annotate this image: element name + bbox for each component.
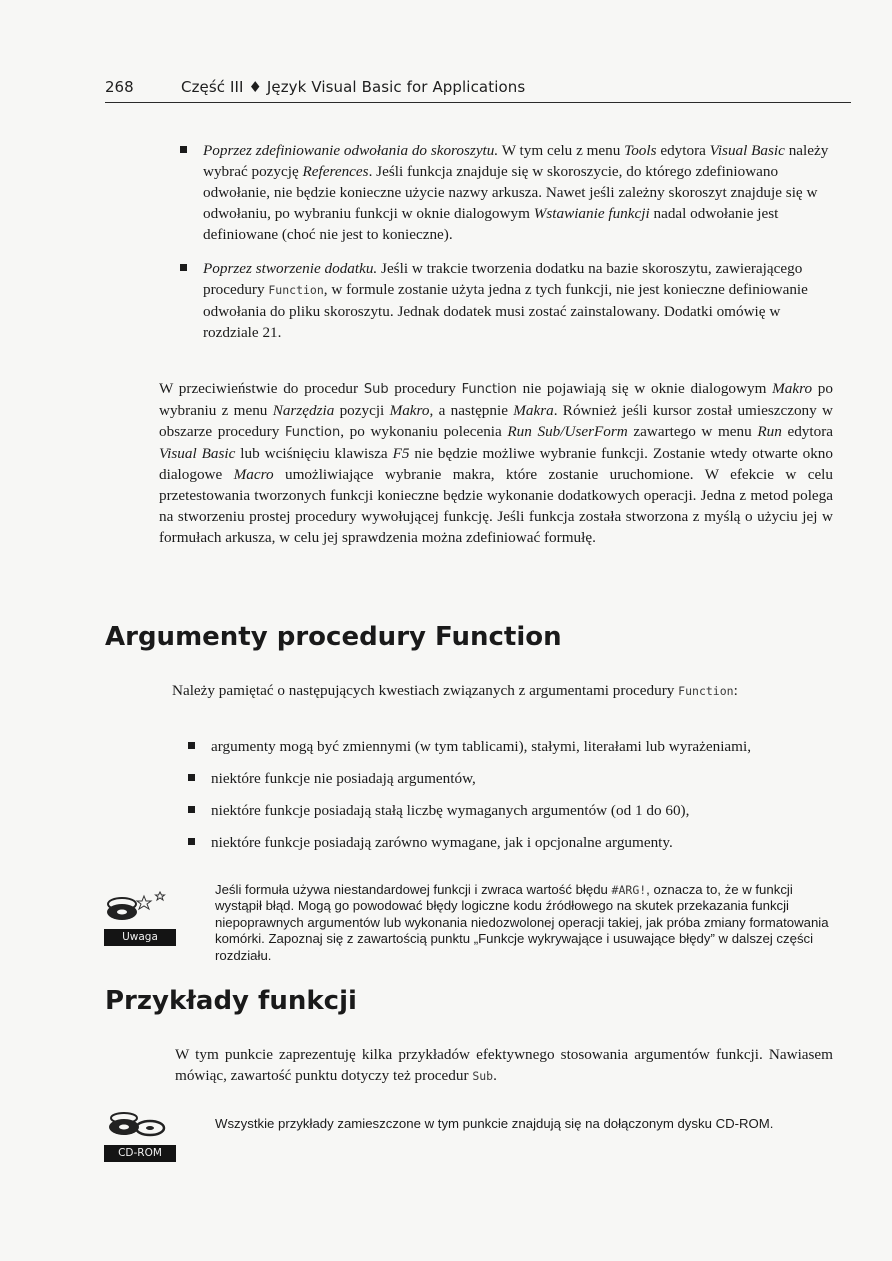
running-header [105,74,851,103]
bullet-square-icon [180,146,187,153]
cd-rom-icon [104,1104,176,1162]
bullet-square-icon [188,774,195,781]
note-label: CD-ROM [104,1145,176,1162]
chapter-title: Część III ♦ Język Visual Basic for Applications [181,78,526,96]
arguments-list [211,736,826,864]
examples-intro: W tym punkcie zaprezentuję kilka przykładów efektywnego stosowania argumentów funkcji. Nawiasem mówiąc, zawartość punktu dotyczy też procedur Sub. [175,1046,833,1084]
section-heading: Przykłady funkcji [105,986,357,1016]
reference-methods-list [203,140,833,356]
arguments-intro: Należy pamiętać o następujących kwestiach związanych z argumentami procedury Function: [172,682,738,699]
list-item: Poprzez zdefiniowanie odwołania do skoroszytu. W tym celu z menu Tools edytora Visual Basic należy wybrać pozycję References. Jeśli funkcja znajduje się w skoroszycie, do którego zdefiniowano odwołanie, nie będzie konieczne użycie nazwy arkusza. Nawet jeśli zależny skoroszyt znajduje się w odwołaniu, po wybraniu funkcji w oknie dialogowym Wstawianie funkcji nadal odwołanie jest definiowane (choć nie jest to konieczne). [203,140,833,245]
note-warning-icon [104,888,176,946]
note-text: Jeśli formuła używa niestandardowej funkcji i zwraca wartość błędu #ARG!, oznacza to, że w funkcji wystąpił błąd. Mogą go powodować błędy logiczne kodu źródłowego na skutek przekazania funkcji niepoprawnych argumentów lub wykonania niedozwolonej operacji takiej, jak próba zmiany formatowania komórki. Zapoznaj się z zawartością punktu „Funkcje wykrywające i usuwające błędy” w dalszej części rozdziału. [215,882,829,963]
bullet-lead: Poprzez stworzenie dodatku. [203,260,378,277]
bullet-square-icon [188,838,195,845]
bullet-lead: Poprzez zdefiniowanie odwołania do skoroszytu. [203,142,499,159]
bullet-square-icon [188,806,195,813]
section-heading: Argumenty procedury Function [105,622,562,652]
list-item: Poprzez stworzenie dodatku. Jeśli w trakcie tworzenia dodatku na bazie skoroszytu, zawierającego procedury Function, w formule zostanie użyta jedna z tych funkcji, nie jest konieczne definiowanie odwołania do pliku skoroszytu. Jednak dodatek musi zostać zainstalowany. Dodatki omówię w rozdziale 21. [203,258,833,343]
list-item: niektóre funkcje posiadają zarówno wymagane, jak i opcjonalne argumenty. [211,832,826,853]
list-item: niektóre funkcje nie posiadają argumentów, [211,768,826,789]
page-number: 268 [105,78,134,96]
list-item: niektóre funkcje posiadają stałą liczbę wymaganych argumentów (od 1 do 60), [211,800,826,821]
note-text: Wszystkie przykłady zamieszczone w tym punkcie znajdują się na dołączonym dysku CD-ROM. [215,1116,774,1131]
function-dialog-paragraph: W przeciwieństwie do procedur Sub procedury Function nie pojawiają się w oknie dialogowym Makro po wybraniu z menu Narzędzia pozycji Makro, a następnie Makra. Również jeśli kursor został umieszczony w obszarze procedury Function, po wykonaniu polecenia Run Sub/UserForm zawartego w menu Run edytora Visual Basic lub wciśnięciu klawisza F5 nie będzie możliwe wybranie funkcji. Zostanie wtedy otwarte okno dialogowe Macro umożliwiające wybranie makra, które zostanie uruchomione. W efekcie w celu przetestowania tworzonych funkcji konieczne będzie wykonanie dodatkowych operacji. Jedna z metod polega na stworzeniu prostej procedury wywołującej funkcję. Jeśli funkcja została stworzona z myślą o użyciu jej w formułach arkusza, w celu jej sprawdzenia można zdefiniować formułę. [159,380,834,546]
bullet-square-icon [180,264,187,271]
bullet-square-icon [188,742,195,749]
note-label: Uwaga [104,929,176,946]
list-item: argumenty mogą być zmiennymi (w tym tablicami), stałymi, literałami lub wyrażeniami, [211,736,826,757]
